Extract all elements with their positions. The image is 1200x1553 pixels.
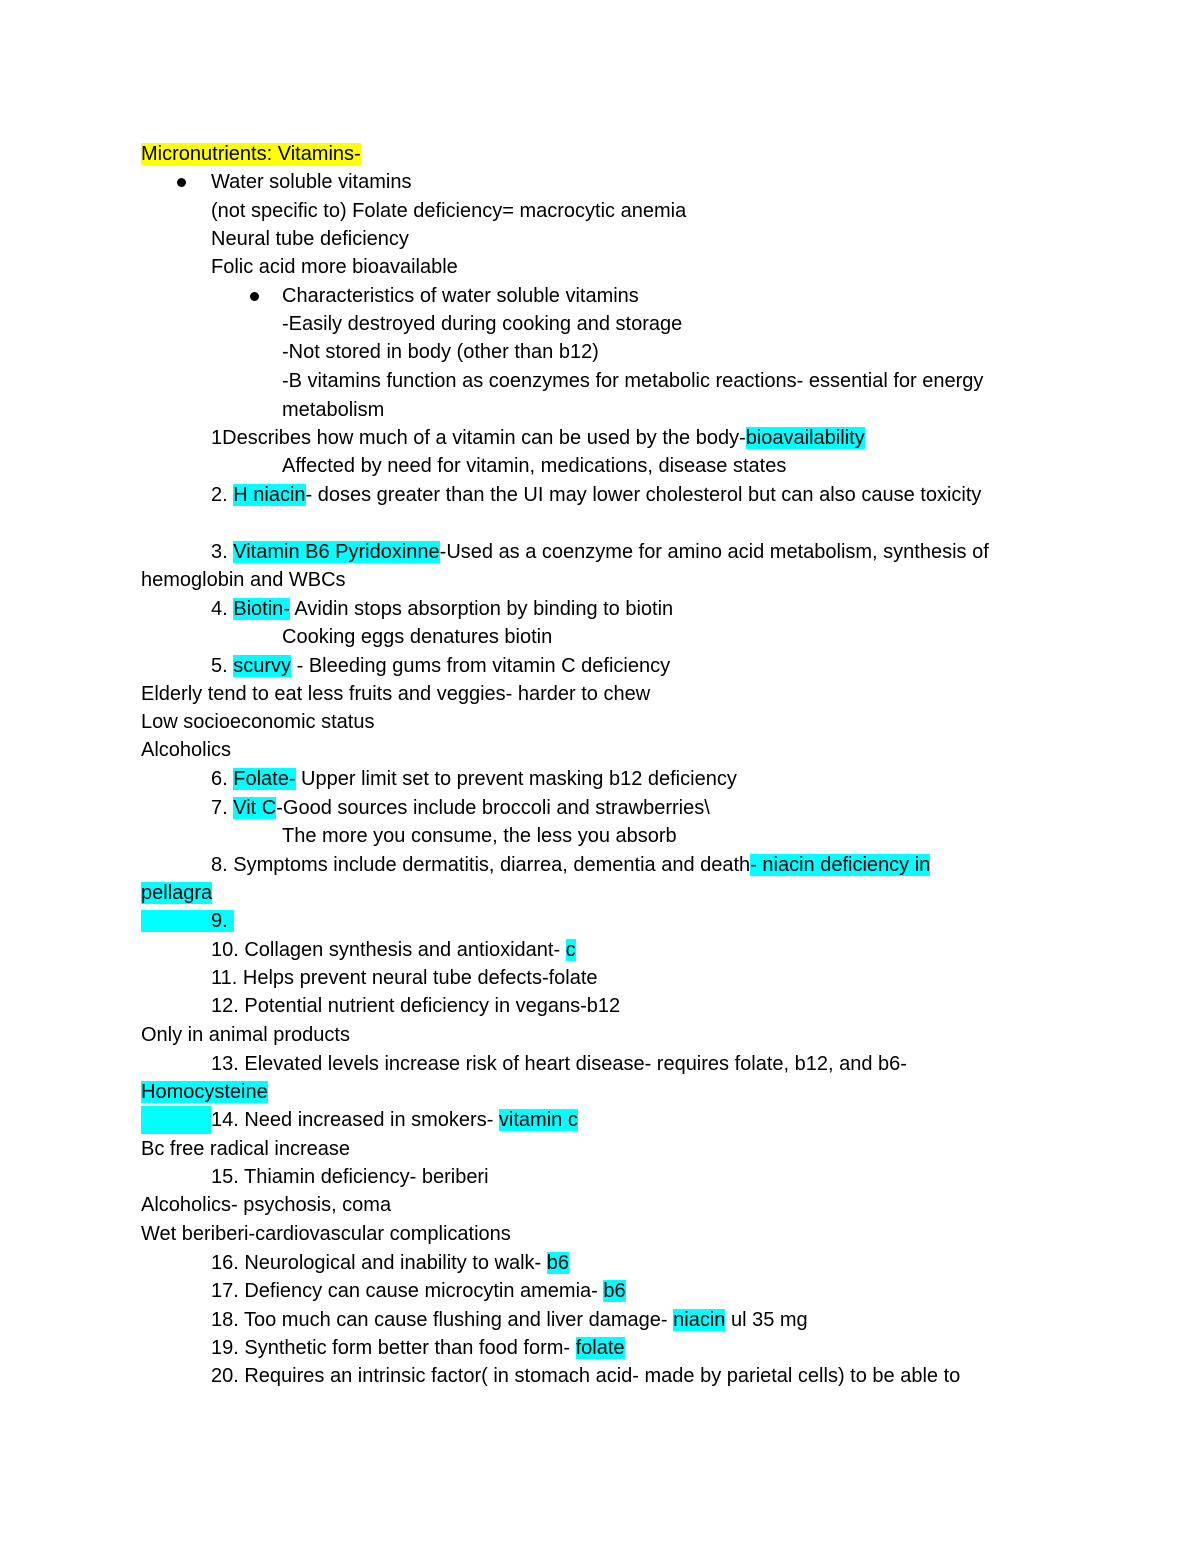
text-line: Wet beriberi-cardiovascular complications	[141, 1223, 511, 1245]
text-line: Only in animal products	[141, 1024, 350, 1046]
numbered-item: 12. Potential nutrient deficiency in vegans-b12	[211, 995, 621, 1017]
numbered-item: 3. Vitamin B6 Pyridoxinne-Used as a coenzyme for amino acid metabolism, synthesis of	[211, 541, 989, 563]
text-line: Bc free radical increase	[141, 1138, 350, 1160]
list-item: Water soluble vitamins	[211, 171, 412, 193]
text-line: Alcoholics	[141, 739, 232, 761]
list-item: Characteristics of water soluble vitamins	[282, 285, 639, 307]
numbered-item: 6. Folate- Upper limit set to prevent masking b12 deficiency	[211, 768, 737, 790]
numbered-item: 1Describes how much of a vitamin can be used by the body-bioavailability	[211, 427, 865, 449]
numbered-item: 18. Too much can cause flushing and liver damage- niacin ul 35 mg	[211, 1309, 808, 1331]
numbered-item: 13. Elevated levels increase risk of heart disease- requires folate, b12, and b6-	[211, 1053, 907, 1075]
numbered-item: 16. Neurological and inability to walk- b6	[211, 1252, 569, 1274]
text-line: Cooking eggs denatures biotin	[282, 626, 553, 648]
bullet-icon	[177, 178, 186, 187]
text-line: Folic acid more bioavailable	[211, 256, 458, 278]
text-line: Elderly tend to eat less fruits and veggies- harder to chew	[141, 683, 651, 705]
numbered-item: 5. scurvy - Bleeding gums from vitamin C deficiency	[211, 655, 671, 677]
text-line: Affected by need for vitamin, medications, disease states	[282, 455, 787, 477]
text-line: -B vitamins function as coenzymes for metabolic reactions- essential for energy	[282, 370, 984, 392]
numbered-item: 20. Requires an intrinsic factor( in stomach acid- made by parietal cells) to be able to	[211, 1365, 961, 1387]
numbered-item: 15. Thiamin deficiency- beriberi	[211, 1166, 489, 1188]
numbered-item: 19. Synthetic form better than food form- folate	[211, 1337, 625, 1359]
numbered-item: 4. Biotin- Avidin stops absorption by binding to biotin	[211, 598, 674, 620]
numbered-item: 14. Need increased in smokers- vitamin c	[141, 1106, 578, 1134]
text-line: metabolism	[282, 399, 385, 421]
numbered-item: 7. Vit C-Good sources include broccoli and strawberries\	[211, 797, 710, 819]
text-line: -Easily destroyed during cooking and storage	[282, 313, 683, 335]
text-line: Neural tube deficiency	[211, 228, 409, 250]
numbered-item: 9.	[141, 907, 234, 935]
numbered-item: 17. Defiency can cause microcytin amemia- b6	[211, 1280, 626, 1302]
text-line: -Not stored in body (other than b12)	[282, 341, 599, 363]
text-line: The more you consume, the less you absorb	[282, 825, 677, 847]
text-line: hemoglobin and WBCs	[141, 569, 346, 591]
text-line: pellagra	[141, 882, 213, 904]
text-line: (not specific to) Folate deficiency= macrocytic anemia	[211, 200, 687, 222]
numbered-item: 8. Symptoms include dermatitis, diarrea, dementia and death- niacin deficiency in	[211, 854, 931, 876]
numbered-item: 10. Collagen synthesis and antioxidant- c	[211, 939, 576, 961]
text-line: Alcoholics- psychosis, coma	[141, 1194, 392, 1216]
numbered-item: 11. Helps prevent neural tube defects-folate	[211, 967, 598, 989]
text-line: Low socioeconomic status	[141, 711, 375, 733]
doc-title: Micronutrients: Vitamins-	[141, 143, 361, 165]
numbered-item: 2. H niacin- doses greater than the UI may lower cholesterol but can also cause toxicity	[211, 484, 982, 506]
bullet-icon	[250, 292, 259, 301]
text-line: Homocysteine	[141, 1081, 268, 1103]
